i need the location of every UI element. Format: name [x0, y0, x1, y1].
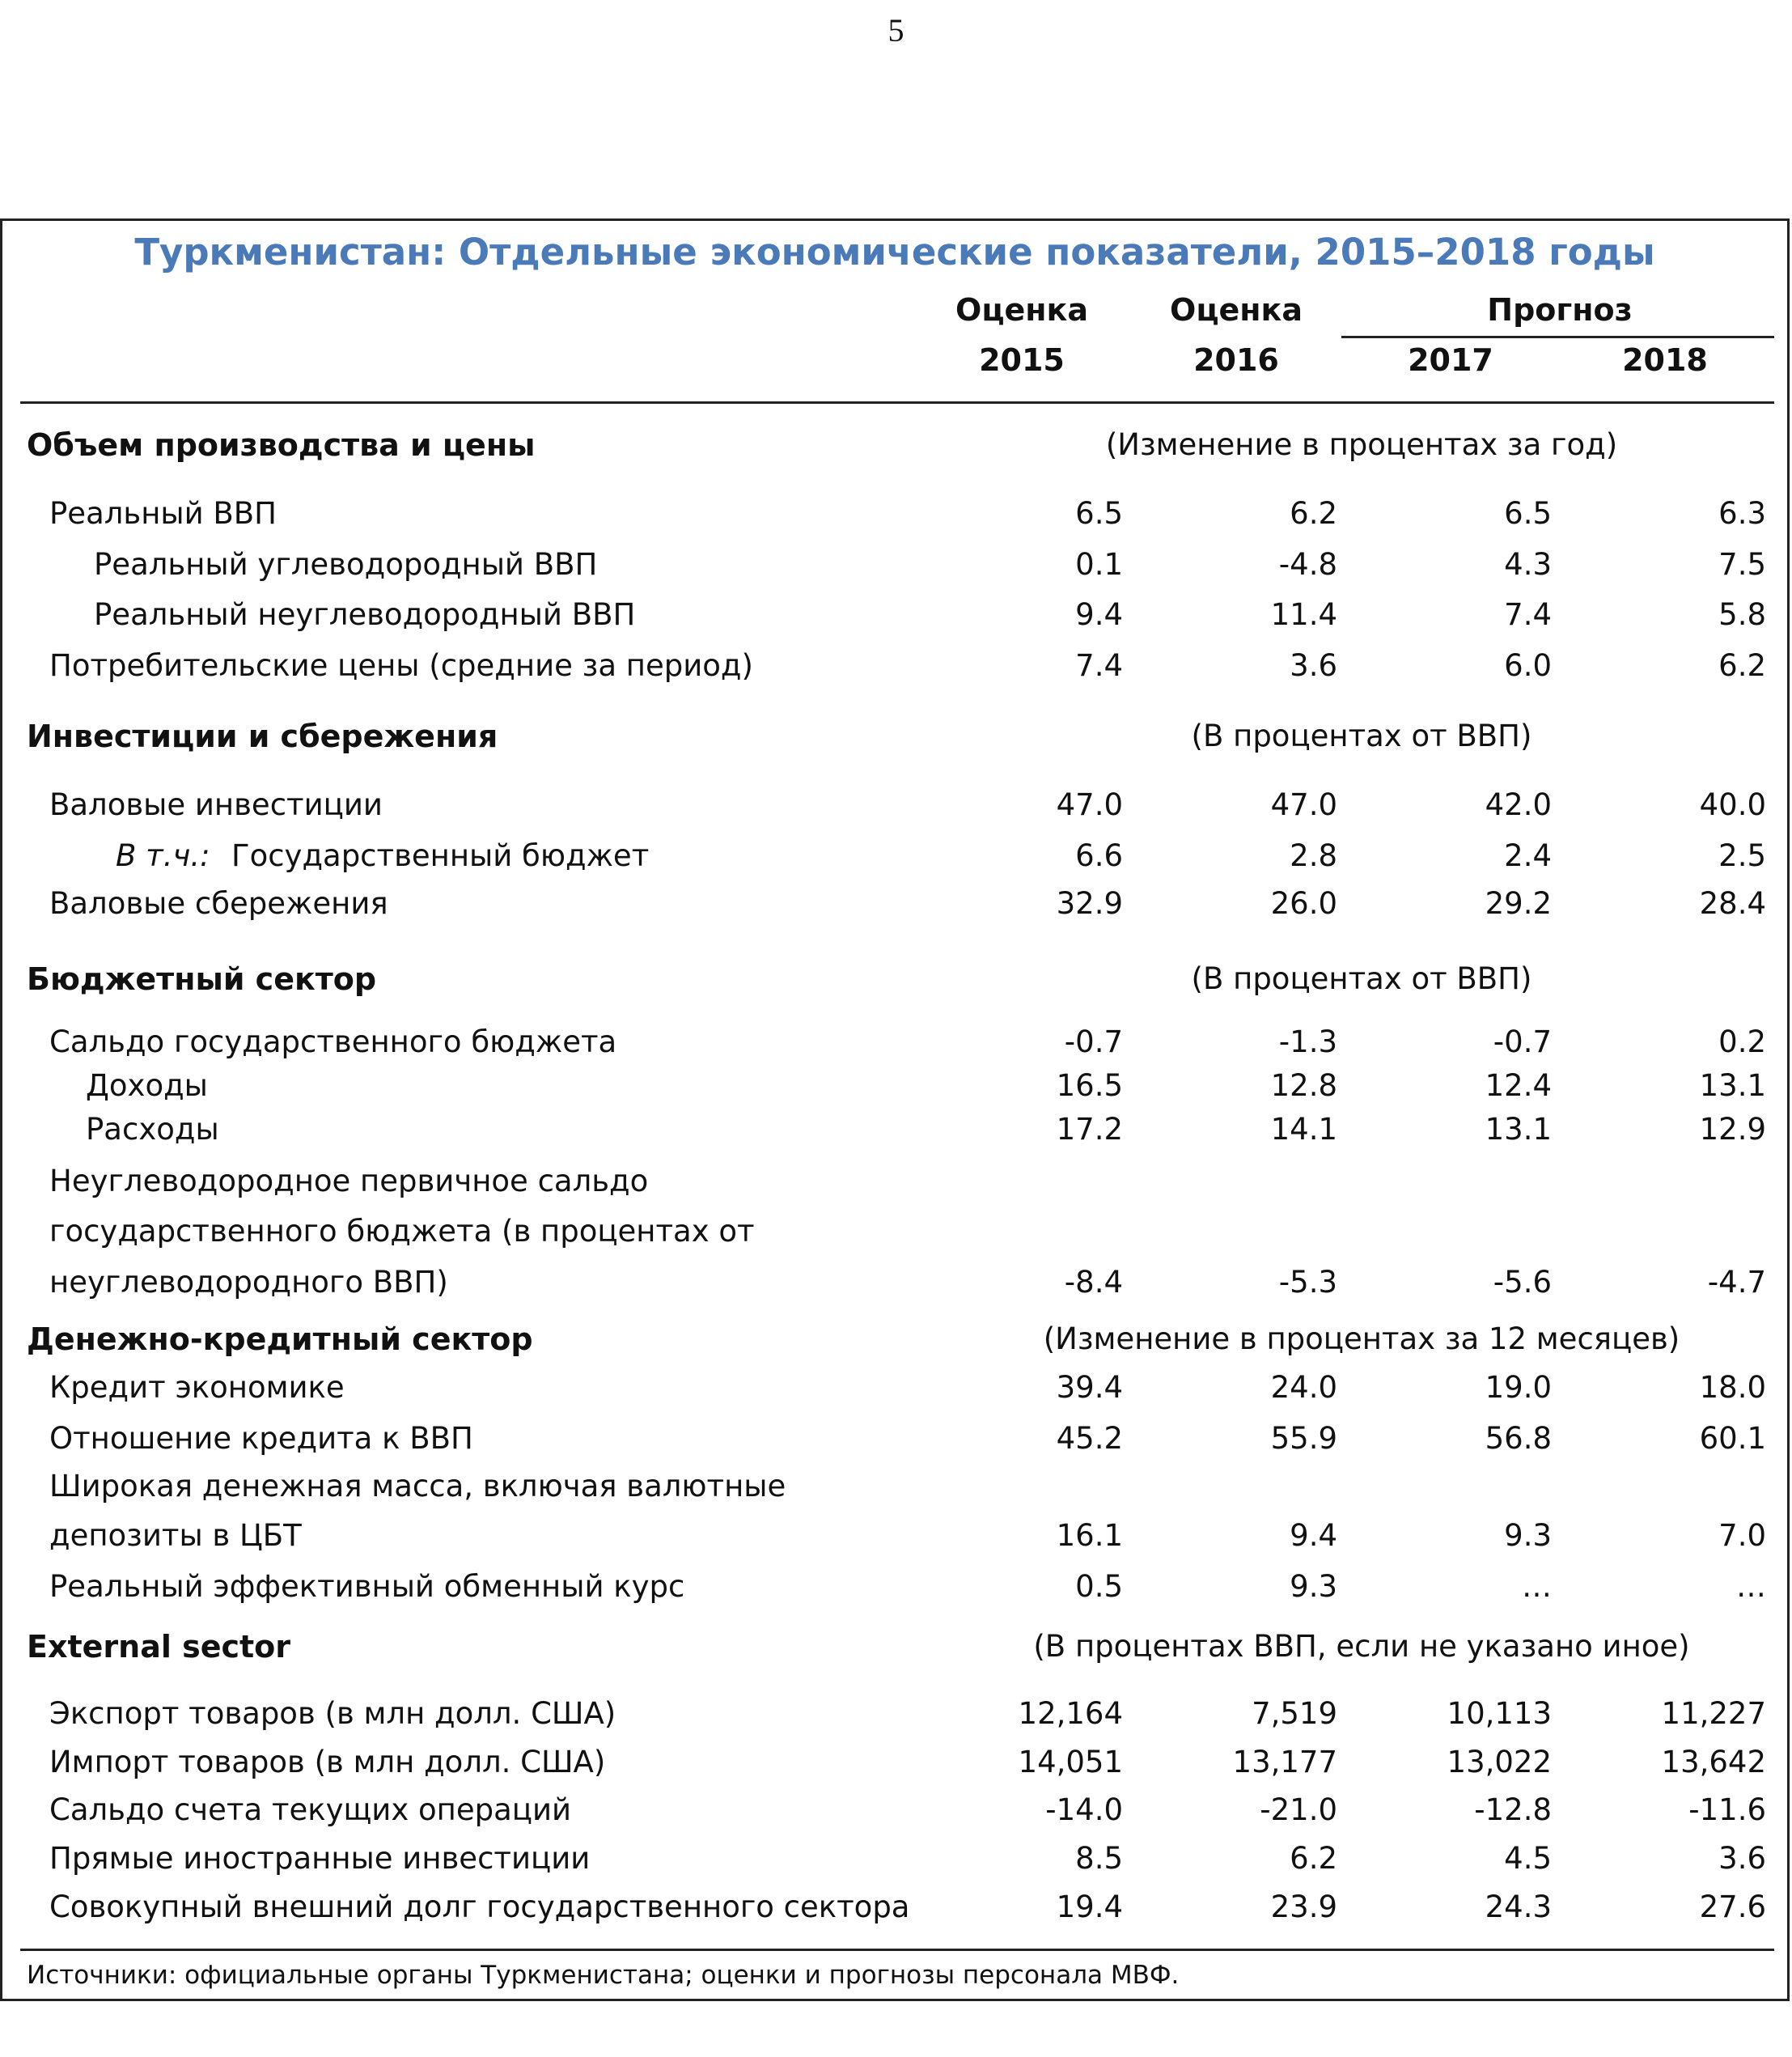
row-label-line: неуглеводородного ВВП) — [49, 1265, 448, 1300]
cell-2018: 6.3 — [1718, 496, 1766, 531]
row-label: Отношение кредита к ВВП — [49, 1421, 473, 1456]
cell-2015: 39.4 — [1056, 1370, 1123, 1405]
cell-2016: 2.8 — [1290, 838, 1337, 873]
cell-2018: -11.6 — [1688, 1792, 1766, 1827]
cell-2017: 24.3 — [1485, 1889, 1552, 1924]
cell-2015: 6.6 — [1075, 838, 1123, 873]
cell-2016: 3.6 — [1290, 648, 1337, 683]
table-row — [2, 1569, 1792, 1618]
cell-2015: -14.0 — [1045, 1792, 1123, 1827]
row-label: Экспорт товаров (в млн долл. США) — [49, 1696, 616, 1731]
cell-2017: 29.2 — [1485, 886, 1552, 921]
section-title-budget: Бюджетный сектор — [27, 961, 377, 997]
row-label: Валовые сбережения — [49, 886, 388, 921]
header-year-2017: 2017 — [1408, 342, 1493, 378]
row-label-line: Неуглеводородное первичное сальдо — [49, 1164, 649, 1198]
section-title-external: External sector — [27, 1629, 291, 1665]
table-row — [2, 1745, 1792, 1793]
cell-2018: 2.5 — [1718, 838, 1766, 873]
table-row — [2, 886, 1792, 935]
section-unit-monetary: (Изменение в процентах за 12 месяцев) — [1043, 1321, 1680, 1356]
cell-2018: 13.1 — [1699, 1068, 1766, 1103]
header-rule — [20, 401, 1774, 404]
cell-2018: 60.1 — [1699, 1421, 1766, 1456]
cell-2016: -21.0 — [1260, 1792, 1337, 1827]
row-label: Сальдо государственного бюджета — [49, 1024, 617, 1059]
cell-2016: 26.0 — [1270, 886, 1337, 921]
table-row — [2, 787, 1792, 836]
header-year-2016: 2016 — [1193, 342, 1279, 378]
table-row — [2, 1024, 1792, 1073]
cell-2015: 9.4 — [1075, 597, 1123, 632]
cell-2015: 0.1 — [1075, 547, 1123, 582]
header-year-2015: 2015 — [979, 342, 1065, 378]
cell-2016: 6.2 — [1290, 496, 1337, 531]
table-row — [2, 1068, 1792, 1117]
section-unit-external: (В процентах ВВП, если не указано иное) — [1033, 1629, 1690, 1664]
cell-2017: 6.0 — [1504, 648, 1552, 683]
cell-2018: 6.2 — [1718, 648, 1766, 683]
table-row — [2, 597, 1792, 646]
cell-2015: 7.4 — [1075, 648, 1123, 683]
cell-2016: 23.9 — [1270, 1889, 1337, 1924]
cell-2018: 7.5 — [1718, 547, 1766, 582]
cell-2017: 7.4 — [1504, 597, 1552, 632]
cell-2016: 14.1 — [1270, 1112, 1337, 1147]
cell-2018: 28.4 — [1699, 886, 1766, 921]
cell-2017: -5.6 — [1493, 1265, 1552, 1300]
cell-2017: 19.0 — [1485, 1370, 1552, 1405]
section-unit-budget: (В процентах от ВВП) — [1191, 961, 1532, 996]
cell-2015: 32.9 — [1056, 886, 1123, 921]
cell-2016: 9.4 — [1290, 1518, 1337, 1553]
cell-2016: 7,519 — [1252, 1696, 1337, 1731]
cell-2016: -4.8 — [1278, 547, 1337, 582]
cell-2018: 12.9 — [1699, 1112, 1766, 1147]
cell-2016: -5.3 — [1278, 1265, 1337, 1300]
page-number: 5 — [888, 12, 904, 49]
cell-2016: 11.4 — [1270, 597, 1337, 632]
row-label: Государственный бюджет — [231, 838, 650, 873]
cell-2017: … — [1522, 1569, 1552, 1604]
section-title-investment: Инвестиции и сбережения — [27, 719, 498, 754]
row-label: Расходы — [86, 1112, 219, 1147]
cell-2016: 55.9 — [1270, 1421, 1337, 1456]
cell-2015: -0.7 — [1064, 1024, 1123, 1059]
row-label: Совокупный внешний долг государственного сектора — [49, 1889, 910, 1924]
cell-2016: 12.8 — [1270, 1068, 1337, 1103]
cell-2016: -1.3 — [1278, 1024, 1337, 1059]
cell-2016: 24.0 — [1270, 1370, 1337, 1405]
cell-2015: 6.5 — [1075, 496, 1123, 531]
table-row — [2, 1370, 1792, 1419]
cell-2015: 19.4 — [1056, 1889, 1123, 1924]
row-label: Реальный ВВП — [49, 496, 277, 531]
section-title-output: Объем производства и цены — [27, 427, 536, 463]
table-row — [2, 1889, 1792, 1938]
cell-2015: 12,164 — [1018, 1696, 1123, 1731]
cell-2015: 0.5 — [1075, 1569, 1123, 1604]
row-label: Реальный неуглеводородный ВВП — [94, 597, 636, 632]
indicators-table — [0, 218, 1790, 2001]
header-forecast: Прогноз — [1487, 292, 1633, 328]
cell-2016: 13,177 — [1232, 1745, 1337, 1779]
table-row — [2, 1112, 1792, 1160]
header-estimate-2015: Оценка — [955, 292, 1088, 328]
table-row — [2, 838, 1792, 887]
row-label: Импорт товаров (в млн долл. США) — [49, 1745, 606, 1779]
section-title-monetary: Денежно-кредитный сектор — [27, 1321, 533, 1357]
cell-2018: 13,642 — [1661, 1745, 1766, 1779]
cell-2015: 14,051 — [1018, 1745, 1123, 1779]
cell-2015: 17.2 — [1056, 1112, 1123, 1147]
row-prefix: В т.ч.: — [116, 838, 210, 873]
cell-2018: -4.7 — [1707, 1265, 1766, 1300]
table-row — [2, 547, 1792, 596]
cell-2017: 13,022 — [1447, 1745, 1552, 1779]
table-row — [2, 1841, 1792, 1889]
row-label: Сальдо счета текущих операций — [49, 1792, 572, 1827]
row-label-line: государственного бюджета (в процентах от — [49, 1214, 755, 1249]
row-label: Валовые инвестиции — [49, 787, 383, 822]
cell-2015: 47.0 — [1056, 787, 1123, 822]
cell-2017: 6.5 — [1504, 496, 1552, 531]
cell-2018: 11,227 — [1661, 1696, 1766, 1731]
cell-2017: 56.8 — [1485, 1421, 1552, 1456]
table-row — [2, 1421, 1792, 1470]
cell-2015: 16.1 — [1056, 1518, 1123, 1553]
section-unit-investment: (В процентах от ВВП) — [1191, 719, 1532, 753]
cell-2018: 5.8 — [1718, 597, 1766, 632]
row-label: Потребительские цены (средние за период) — [49, 648, 753, 683]
cell-2018: 0.2 — [1718, 1024, 1766, 1059]
cell-2017: 9.3 — [1504, 1518, 1552, 1553]
cell-2015: 16.5 — [1056, 1068, 1123, 1103]
cell-2015: -8.4 — [1064, 1265, 1123, 1300]
section-unit-output: (Изменение в процентах за год) — [1105, 427, 1618, 462]
row-label: Прямые иностранные инвестиции — [49, 1841, 591, 1876]
cell-2016: 6.2 — [1290, 1841, 1337, 1876]
cell-2015: 45.2 — [1056, 1421, 1123, 1456]
footer-rule — [20, 1949, 1774, 1951]
row-label: Реальный углеводородный ВВП — [94, 547, 598, 582]
cell-2015: 8.5 — [1075, 1841, 1123, 1876]
cell-2017: -12.8 — [1474, 1792, 1552, 1827]
table-row — [2, 1696, 1792, 1745]
header-year-2018: 2018 — [1622, 342, 1708, 378]
row-label: Реальный эффективный обменный курс — [49, 1569, 685, 1604]
cell-2018: 27.6 — [1699, 1889, 1766, 1924]
cell-2018: 7.0 — [1718, 1518, 1766, 1553]
cell-2017: 2.4 — [1504, 838, 1552, 873]
cell-2018: 40.0 — [1699, 787, 1766, 822]
cell-2018: 18.0 — [1699, 1370, 1766, 1405]
cell-2017: -0.7 — [1493, 1024, 1552, 1059]
table-title: Туркменистан: Отдельные экономические показатели, 2015–2018 годы — [134, 231, 1655, 274]
source-note: Источники: официальные органы Туркменистана; оценки и прогнозы персонала МВФ. — [27, 1961, 1180, 1990]
table-row — [2, 496, 1792, 545]
cell-2017: 13.1 — [1485, 1112, 1552, 1147]
row-label: Доходы — [86, 1068, 208, 1103]
cell-2017: 12.4 — [1485, 1068, 1552, 1103]
cell-2018: 3.6 — [1718, 1841, 1766, 1876]
row-label: Кредит экономике — [49, 1370, 345, 1405]
cell-2018: … — [1736, 1569, 1766, 1604]
cell-2017: 4.5 — [1504, 1841, 1552, 1876]
cell-2017: 4.3 — [1504, 547, 1552, 582]
cell-2017: 42.0 — [1485, 787, 1552, 822]
cell-2016: 9.3 — [1290, 1569, 1337, 1604]
forecast-underline — [1341, 336, 1774, 338]
cell-2017: 10,113 — [1447, 1696, 1552, 1731]
table-row — [2, 1518, 1792, 1567]
cell-2016: 47.0 — [1270, 787, 1337, 822]
header-estimate-2016: Оценка — [1170, 292, 1303, 328]
table-row — [2, 1265, 1792, 1313]
table-row — [2, 648, 1792, 697]
row-label-line: Широкая денежная масса, включая валютные — [49, 1469, 786, 1504]
row-label-line: депозиты в ЦБТ — [49, 1518, 302, 1553]
table-row — [2, 1792, 1792, 1841]
